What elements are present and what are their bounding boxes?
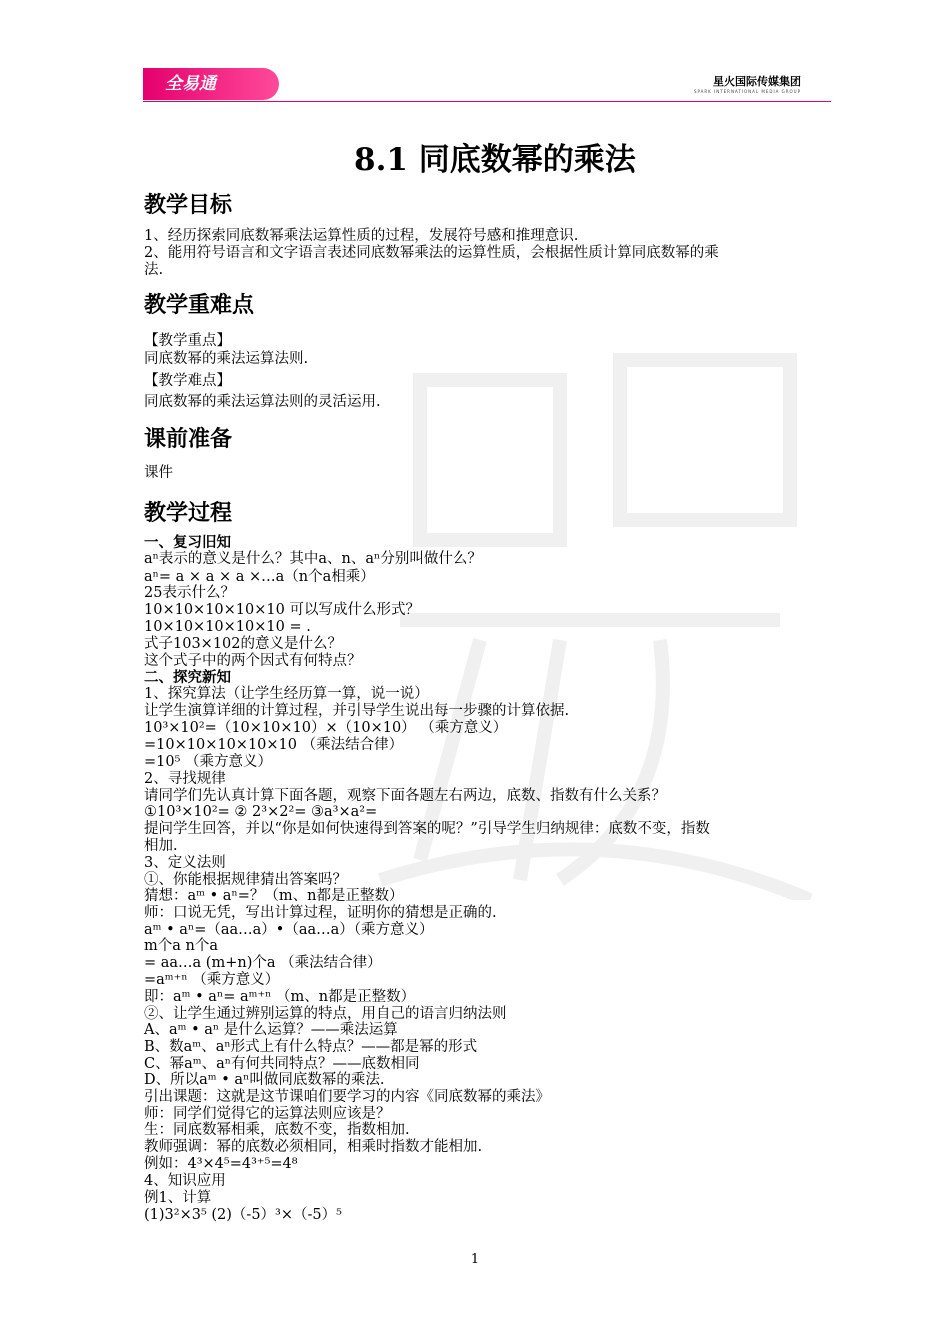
- text-line: 10×10×10×10×10 可以写成什么形式？: [144, 602, 420, 618]
- text-line: 【教学难点】: [144, 373, 231, 389]
- text-line: (1)3²×3⁵ (2)（-5）³×（-5）⁵: [144, 1207, 342, 1223]
- text-line: 师：同学们觉得它的运算法则应该是？: [144, 1106, 391, 1122]
- text-line: 即：aᵐ • aⁿ= aᵐ⁺ⁿ （m、n都是正整数）: [144, 989, 416, 1005]
- text-line: 引出课题：这就是这节课咱们要学习的内容《同底数幂的乘法》: [144, 1089, 550, 1105]
- text-line: C、幂aᵐ、aⁿ有何共同特点？——底数相同: [144, 1056, 420, 1072]
- text-line: 请同学们先认真计算下面各题，观察下面各题左右两边，底数、指数有什么关系？: [144, 788, 666, 804]
- text-line: B、数aᵐ、aⁿ形式上有什么特点？——都是幂的形式: [144, 1039, 478, 1055]
- text-line: ②、让学生通过辨别运算的特点，用自己的语言归纳法则: [144, 1006, 507, 1022]
- text-line: ①、你能根据规律猜出答案吗？: [144, 872, 347, 888]
- brand: [694, 73, 801, 94]
- text-line: 师：口说无凭，写出计算过程，证明你的猜想是正确的.: [144, 905, 497, 921]
- text-line: 式子103×102的意义是什么？: [144, 636, 343, 652]
- text-line: 【教学重点】: [144, 333, 231, 349]
- subsection-heading: 二、探究新知: [144, 670, 231, 686]
- text-line: 相加.: [144, 838, 178, 854]
- section-heading-prep: 课前准备: [144, 427, 233, 452]
- text-line: 2、寻找规律: [144, 771, 226, 787]
- section-heading-keypoints: 教学重难点: [144, 293, 255, 318]
- text-line: =10⁵ （乘方意义）: [144, 754, 273, 770]
- text-line: ①10³×10²= ② 2³×2²= ③a³×a²=: [144, 804, 378, 820]
- watermark: [360, 340, 820, 900]
- text-line: 猜想：aᵐ • aⁿ=？（m、n都是正整数）: [144, 888, 404, 904]
- text-line: 3、定义法则: [144, 855, 226, 871]
- text-line: 例1、计算: [144, 1190, 212, 1206]
- text-line: 例如：4³×4⁵=4³⁺⁵=4⁸: [144, 1156, 298, 1172]
- text-line: D、所以aᵐ • aⁿ叫做同底数幂的乘法.: [144, 1072, 385, 1088]
- text-line: = aa…a (m+n)个a （乘法结合律）: [144, 955, 382, 971]
- text-line: aⁿ= a × a × a ×…a（n个a相乘）: [144, 569, 375, 585]
- page-header: [143, 66, 831, 102]
- text-line: 1、探究算法（让学生经历算一算，说一说）: [144, 686, 429, 702]
- page-number: 1: [470, 1252, 480, 1267]
- text-line: =aᵐ⁺ⁿ （乘方意义）: [144, 972, 280, 988]
- text-line: 课件: [144, 465, 173, 481]
- text-line: 法.: [144, 262, 164, 278]
- text-line: 教师强调：幂的底数必须相同，相乘时指数才能相加.: [144, 1139, 483, 1155]
- text-line: 4、知识应用: [144, 1173, 226, 1189]
- page-title: 8.1 同底数幂的乘法: [354, 142, 636, 178]
- text-line: 25表示什么？: [144, 585, 235, 601]
- logo: 全易通: [143, 68, 279, 100]
- text-line: 10×10×10×10×10 = .: [144, 619, 311, 635]
- section-heading-goals: 教学目标: [144, 193, 233, 218]
- header-rule: [143, 101, 831, 102]
- text-line: 同底数幂的乘法运算法则.: [144, 351, 309, 367]
- subsection-heading: 一、复习旧知: [144, 535, 231, 551]
- text-line: A、aᵐ • aⁿ 是什么运算？——乘法运算: [144, 1022, 398, 1038]
- text-line: aᵐ • aⁿ=（aa…a）•（aa…a）（乘方意义）: [144, 922, 434, 938]
- brand-name-en: SPARK INTERNATIONAL MEDIA GROUP: [693, 89, 801, 94]
- text-line: m个a n个a: [144, 938, 218, 954]
- text-line: 让学生演算详细的计算过程，并引导学生说出每一步骤的计算依据.: [144, 703, 570, 719]
- text-line: 1、经历探索同底数幂乘法运算性质的过程，发展符号感和推理意识.: [144, 228, 579, 244]
- brand-name-cn: 星火国际传媒集团: [713, 75, 801, 88]
- text-line: aⁿ表示的意义是什么？其中a、n、aⁿ分别叫做什么？: [144, 551, 482, 567]
- text-line: =10×10×10×10×10 （乘法结合律）: [144, 737, 404, 753]
- text-line: 同底数幂的乘法运算法则的灵活运用.: [144, 394, 381, 410]
- text-line: 2、能用符号语言和文字语言表述同底数幂乘法的运算性质，会根据性质计算同底数幂的乘: [144, 245, 719, 261]
- text-line: 生：同底数幂相乘，底数不变，指数相加.: [144, 1122, 410, 1138]
- text-line: 提问学生回答，并以“你是如何快速得到答案的呢？”引导学生归纳规律：底数不变，指数: [144, 821, 710, 837]
- text-line: 10³×10²=（10×10×10）×（10×10） （乘方意义）: [144, 720, 508, 736]
- text-line: 这个式子中的两个因式有何特点？: [144, 653, 362, 669]
- section-heading-process: 教学过程: [144, 501, 233, 526]
